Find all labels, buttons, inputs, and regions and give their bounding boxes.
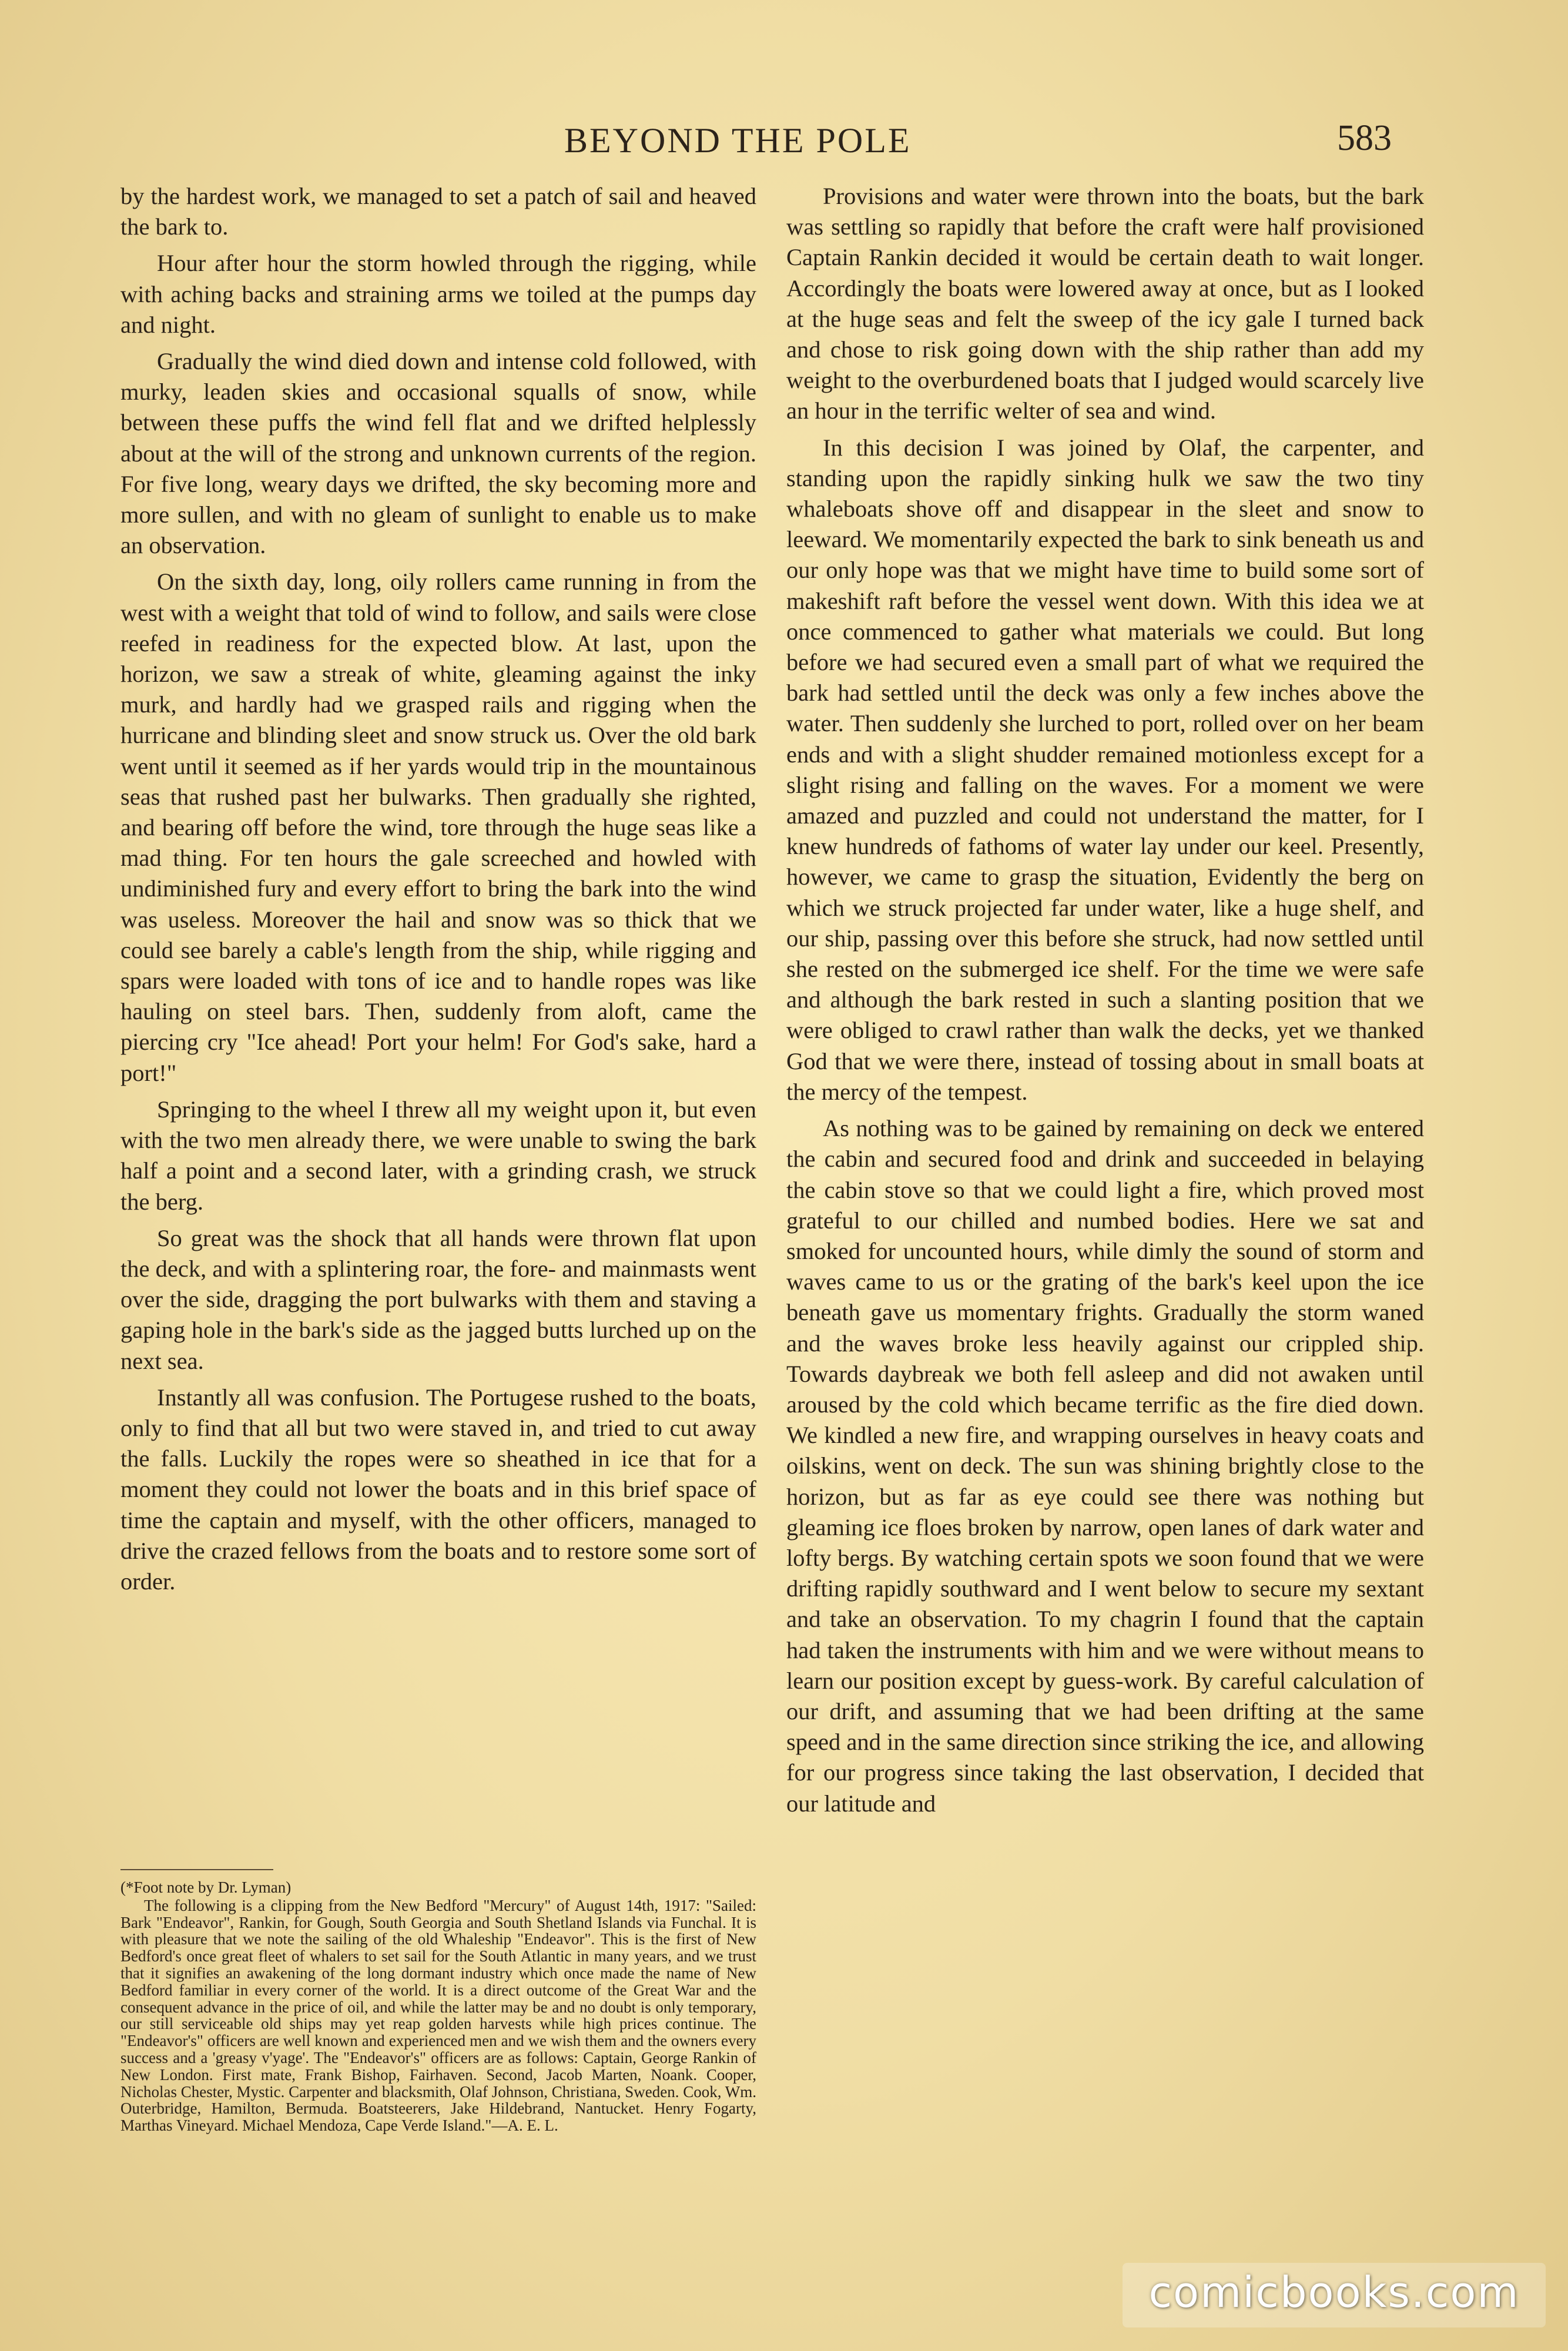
paragraph: Instantly all was confusion. The Portugese rushed to the boats, only to find that all but two were staved in, and tried to cut away the falls. Luckily the ropes were so sheathed in ice that for a moment they could not lower the boats and in this brief space of time the captain and myself, with the other officers, managed to drive the crazed fellows from the boats and to restore some sort of order. <box>120 1384 756 1595</box>
footnote-body: The following is a clipping from the New Bedford "Mercury" of August 14th, 1917: "Sailed: Bark "Endeavor", Rankin, for Gough, South Georgia and South Shetland Islands via Funchal. It is with pleasure that we note the sailing of the old Whaleship "Endeavor". This is the first of New Bedford's once great fleet of whalers to set sail for the South Atlantic in many years, and we trust that it signifies an awakening of the long dormant industry which once made the name of New Bedford familiar in every corner of the world. It is a direct outcome of the Great War and the consequent advance in the price of oil, and while the latter may be and no doubt is only temporary, our still serviceable old ships may yet reap golden harvests while high prices continue. The "Endeavor's" officers are well known and experienced men and we wish them and the owners every success and a 'greasy v'yage'. The "Endeavor's" officers are as follows: Captain, George Rankin of New London. First mate, Frank Bishop, Fairhaven. Second, Jacob Marten, Noank. Cooper, Nicholas Chester, Mystic. Carpenter and blacksmith, Olaf Johnson, Christiana, Sweden. Cook, Wm. Outerbridge, Hamilton, Bermuda. Boatsteerers, Jake Hildebrand, Nantucket. Henry Fogarty, Marthas Vineyard. Michael Mendoza, Cape Verde Island."—A. E. L. <box>120 1896 756 2135</box>
site-watermark <box>1123 2263 1546 2327</box>
paragraph: Hour after hour the storm howled through the rigging, while with aching backs and straining arms we toiled at the pumps day and night. <box>120 250 756 338</box>
page-number: 583 <box>1337 118 1392 158</box>
left-column <box>120 181 756 1597</box>
paragraph: by the hardest work, we managed to set a patch of sail and heaved the bark to. <box>120 183 756 240</box>
running-title: BEYOND THE POLE <box>564 121 912 160</box>
paragraph: In this decision I was joined by Olaf, the carpenter, and standing upon the rapidly sinking hulk we saw the two tiny whaleboats shove off and disappear in the sleet and snow to leeward. We momentarily expected the bark to sink beneath us and our only hope was that we might have time to build some sort of makeshift raft before the vessel went down. With this idea we at once commenced to gather what materials we could. But long before we had secured even a small part of what we required the bark had settled until the deck was only a few inches above the water. Then suddenly she lurched to port, rolled over on her beam ends and with a slight shudder remained motionless except for a slight rising and falling on the waves. For a moment we were amazed and puzzled and could not understand the matter, for I knew hundreds of fathoms of water lay under our keel. Presently, however, we came to grasp the situation, Evidently the berg on which we struck projected far under water, like a huge shelf, and our ship, passing over this before she struck, had now settled until she rested on the submerged ice shelf. For the time we were safe and although the bark rested in such a slanting position that we were obliged to crawl rather than walk the decks, yet we thanked God that we were there, instead of tossing about in small boats at the mercy of the tempest. <box>786 434 1424 1105</box>
watermark-text: comicbooks.com <box>1148 2268 1520 2317</box>
footnote-divider <box>120 1869 273 1870</box>
footnote-heading: (*Foot note by Dr. Lyman) <box>120 1878 292 1896</box>
right-column <box>786 181 1424 1819</box>
footnote <box>120 1879 756 2134</box>
paragraph: Provisions and water were thrown into the boats, but the bark was settling so rapidly that before the craft were half provisioned Captain Rankin decided it would be certain death to wait longer. Accordingly the boats were lowered away at once, but as I looked at the huge seas and felt the sweep of the icy gale I turned back and chose to risk going down with the ship rather than add my weight to the overburdened boats that I judged would scarcely live an hour in the terrific welter of sea and wind. <box>786 183 1424 424</box>
paragraph: Gradually the wind died down and intense cold followed, with murky, leaden skies and occasional squalls of snow, while between these puffs the wind fell flat and we drifted helplessly about at the will of the strong and unknown currents of the region. For five long, weary days we drifted, the sky becoming more and more sullen, and with no gleam of sunlight to enable us to make an observation. <box>120 348 756 559</box>
paragraph: As nothing was to be gained by remaining on deck we entered the cabin and secured food and drink and succeeded in belaying the cabin stove so that we could light a fire, which proved most grateful to our chilled and numbed bodies. Here we sat and smoked for uncounted hours, while dimly the sound of storm and waves came to us or the grating of the bark's keel upon the ice beneath gave us momentary frights. Gradually the storm waned and the waves broke less heavily against our crippled ship. Towards daybreak we both fell asleep and did not awaken until aroused by the cold which became terrific as the fire died down. We kindled a new fire, and wrapping ourselves in heavy coats and oilskins, went on deck. The sun was shining brightly close to the horizon, but as far as eye could see there was nothing but gleaming ice floes broken by narrow, open lanes of dark water and lofty bergs. By watching certain spots we soon found that we were drifting rapidly southward and I went below to secure my sextant and take an observation. To my chagrin I found that the captain had taken the instruments with him and we were without means to learn our position except by guess-work. By careful calculation of our drift, and assuming that we had been drifting at the same speed and in the same direction since striking the ice, and allowing for our progress since taking the last observation, I decided that our latitude and <box>786 1115 1424 1817</box>
paragraph: On the sixth day, long, oily rollers came running in from the west with a weight that told of wind to follow, and sails were close reefed in readiness for the expected blow. At last, upon the horizon, we saw a streak of white, gleaming against the inky murk, and hardly had we grasped rails and rigging when the hurricane and blinding sleet and snow struck us. Over the old bark went until it seemed as if her yards would trip in the mountainous seas that rushed past her bulwarks. Then gradually she righted, and bearing off before the wind, tore through the huge seas like a mad thing. For ten hours the gale screeched and howled with undiminished fury and every effort to bring the bark into the wind was useless. Moreover the hail and snow was so thick that we could see barely a cable's length from the ship, while rigging and spars were loaded with tons of ice and to handle ropes was like hauling on steel bars. Then, suddenly from aloft, came the piercing cry "Ice ahead! Port your helm! For God's sake, hard a port!" <box>120 568 756 1086</box>
paragraph: So great was the shock that all hands were thrown flat upon the deck, and with a splintering roar, the fore- and mainmasts went over the side, dragging the port bulwarks with them and staving a gaping hole in the bark's side as the jagged butts lurched up on the next sea. <box>120 1224 756 1374</box>
paragraph: Springing to the wheel I threw all my weight upon it, but even with the two men already there, we were unable to swing the bark half a point and a second later, with a grinding crash, we struck the berg. <box>120 1096 756 1215</box>
